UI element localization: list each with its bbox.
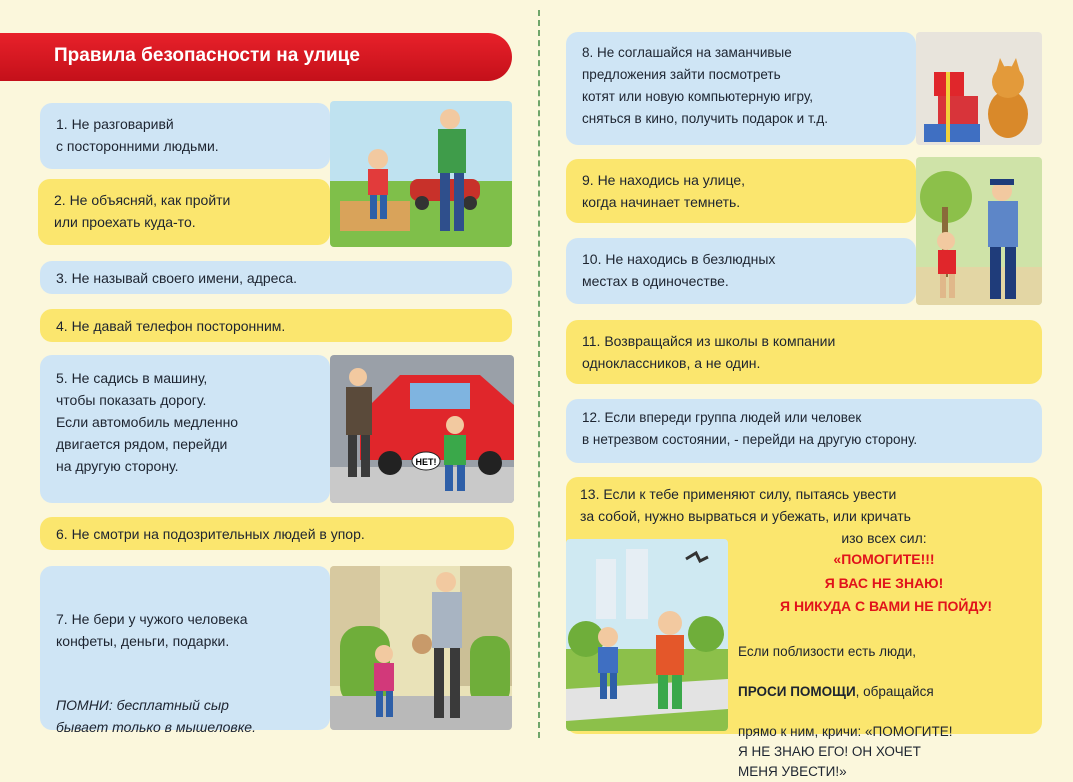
- rule-5-card: 5. Не садись в машину, чтобы показать дорогу. Если автомобиль медленно двигается рядом, перейди на другую сторону.: [40, 355, 330, 503]
- illustration-policeman-girl: [916, 157, 1042, 305]
- illustration-gift-stranger: [330, 566, 512, 730]
- rule-12-card: 12. Если впереди группа людей или человек в нетрезвом состоянии, - перейди на другую сторону.: [566, 399, 1042, 463]
- rule-7-text: 7. Не бери у чужого человека конфеты, деньги, подарки.: [56, 611, 248, 649]
- rule-7-note: ПОМНИ: бесплатный сыр бывает только в мышеловке.: [56, 697, 256, 735]
- illustration-children-running: [566, 539, 728, 731]
- rule-13-advice-shout: прямо к ним, кричи: «ПОМОГИТЕ! Я НЕ ЗНАЮ ЕГО! ОН ХОЧЕТ МЕНЯ УВЕСТИ!»: [738, 724, 953, 779]
- rule-13-cry-dont-know: Я ВАС НЕ ЗНАЮ!: [824, 575, 944, 591]
- rule-13-ask-help: ПРОСИ ПОМОЩИ: [738, 684, 856, 699]
- rule-1-card: 1. Не разговаривй с посторонними людьми.: [40, 103, 330, 169]
- rule-9-card: 9. Не находись на улице, когда начинает темнеть.: [566, 159, 916, 223]
- rule-13-text: 13. Если к тебе применяют силу, пытаясь увести за собой, нужно вырваться и убежать, или кричать: [580, 486, 911, 524]
- rule-3-card: 3. Не называй своего имени, адреса.: [40, 261, 512, 294]
- column-divider: [538, 10, 540, 738]
- rule-13-advice-line2: , обращайся: [855, 684, 934, 699]
- rule-13-card: [566, 477, 1042, 779]
- rule-13-advice-line1: Если поблизости есть люди,: [738, 644, 917, 659]
- rule-13-advice: [738, 622, 1038, 782]
- rule-2-card: 2. Не объясняй, как пройти или проехать куда-то.: [38, 179, 330, 245]
- rule-13-cry-wont-go: Я НИКУДА С ВАМИ НЕ ПОЙДУ!: [780, 598, 992, 614]
- rule-7-card: [40, 566, 330, 735]
- rule-10-card: 10. Не находись в безлюдных местах в одиночестве.: [566, 238, 916, 304]
- no-speech-bubble: НЕТ!: [415, 457, 437, 467]
- rule-13-continuation: изо всех сил:: [841, 530, 927, 546]
- rule-11-card: 11. Возвращайся из школы в компании одноклассников, а не один.: [566, 320, 1042, 384]
- rule-6-card: 6. Не смотри на подозрительных людей в упор.: [40, 517, 514, 550]
- page-title: Правила безопасности на улице: [0, 33, 512, 81]
- rule-13-cry-help: «ПОМОГИТЕ!!!: [833, 551, 935, 567]
- illustration-stranger-sandbox: [330, 101, 512, 247]
- illustration-car-stranger: [330, 355, 514, 503]
- illustration-kitten-gifts: [916, 32, 1042, 145]
- rule-8-card: 8. Не соглашайся на заманчивые предложения зайти посмотреть котят или новую компьютерную игру, сняться в кино, получить подарок и т.д.: [566, 32, 916, 145]
- rule-4-card: 4. Не давай телефон посторонним.: [40, 309, 512, 342]
